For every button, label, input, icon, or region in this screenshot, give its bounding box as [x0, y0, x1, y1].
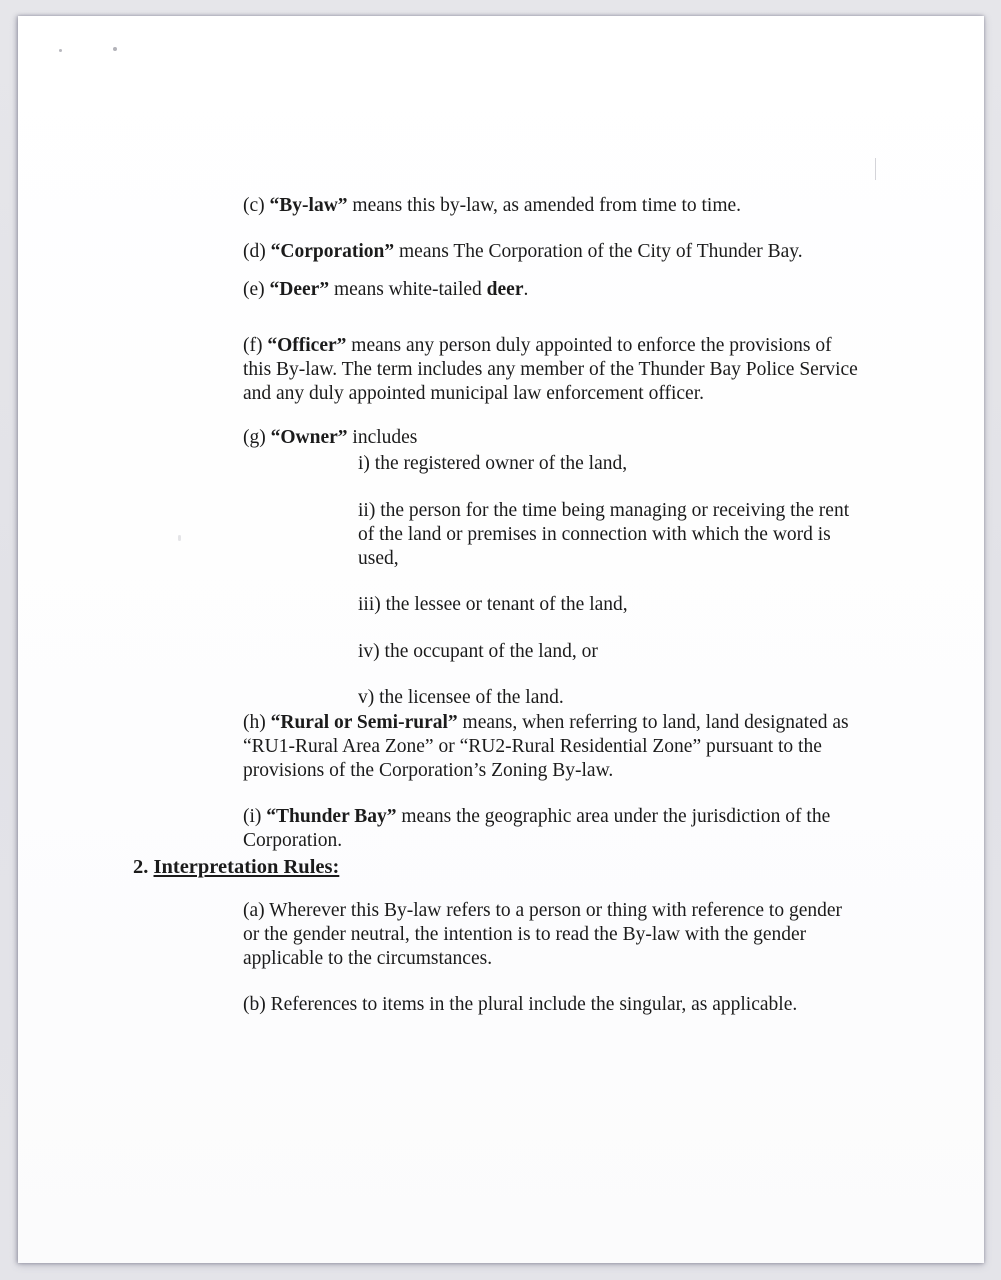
definition-c-term: “By-law”: [269, 195, 348, 216]
section-2-title: Interpretation Rules:: [153, 856, 340, 878]
definition-h-label: (h): [243, 712, 271, 733]
definition-d-term: “Corporation”: [270, 241, 395, 262]
definition-c: [243, 194, 863, 218]
definition-e-term2: deer: [486, 279, 524, 300]
section-2-number: 2.: [133, 856, 154, 878]
owner-subitem-iv: iv) the occupant of the land, or: [358, 641, 598, 662]
owner-subitem-v: v) the licensee of the land.: [358, 687, 564, 708]
definition-e-period: .: [523, 279, 529, 300]
document-content: [133, 194, 863, 1017]
interpretation-rule-a: (a) Wherever this By-law refers to a person or thing with reference to gender or the gender neutral, the intention is to read the By-law with the gender applicable to the circumstances.: [243, 900, 843, 969]
definition-g-label: (g): [243, 427, 271, 448]
definition-e-label: (e): [243, 279, 270, 300]
definition-c-text: means this by-law, as amended from time to time.: [347, 195, 742, 216]
definition-h: [243, 711, 863, 783]
definition-f-label: (f): [243, 335, 268, 356]
definition-f-term: “Officer”: [267, 335, 347, 356]
owner-subitem-ii: ii) the person for the time being managing or receiving the rent of the land or premises in connection with which the word is used,: [358, 500, 850, 569]
definition-g: [243, 426, 863, 450]
section-2-heading: [133, 855, 863, 879]
owner-subitem-iii: iii) the lessee or tenant of the land,: [358, 594, 628, 615]
definition-i-label: (i): [243, 806, 267, 827]
definition-i-text: means the geographic area under the jurisdiction of the Corporation.: [243, 806, 831, 851]
definition-e-text: means white-tailed: [329, 279, 487, 300]
scan-speck: [59, 49, 62, 52]
definition-d: [243, 240, 863, 264]
definition-e-term: “Deer”: [269, 279, 330, 300]
definition-f: [243, 334, 863, 406]
definition-i-term: “Thunder Bay”: [266, 806, 397, 827]
scan-speck: [178, 535, 181, 541]
definition-f-text: means any person duly appointed to enforce the provisions of this By-law. The term includes any member of the Thunder Bay Police Service and any duly appointed municipal law enforcement officer.: [243, 335, 858, 404]
definition-g-text: includes: [347, 427, 418, 448]
interpretation-rule-b: (b) References to items in the plural include the singular, as applicable.: [243, 994, 798, 1015]
definition-i: [243, 805, 863, 853]
definition-d-text: means The Corporation of the City of Thunder Bay.: [394, 241, 803, 262]
definition-d-label: (d): [243, 241, 271, 262]
scan-speck: [113, 47, 117, 51]
document-page: [18, 16, 984, 1263]
definition-c-label: (c): [243, 195, 270, 216]
definition-g-term: “Owner”: [270, 427, 348, 448]
definition-h-term: “Rural or Semi-rural”: [270, 712, 458, 733]
scan-artifact-line: [875, 158, 876, 180]
definition-h-text: means, when referring to land, land designated as “RU1-Rural Area Zone” or “RU2-Rural Residential Zone” pursuant to the provisions of the Corporation’s Zoning By-law.: [243, 712, 849, 781]
owner-subitem-i: i) the registered owner of the land,: [358, 453, 628, 474]
definition-e: [243, 278, 863, 302]
